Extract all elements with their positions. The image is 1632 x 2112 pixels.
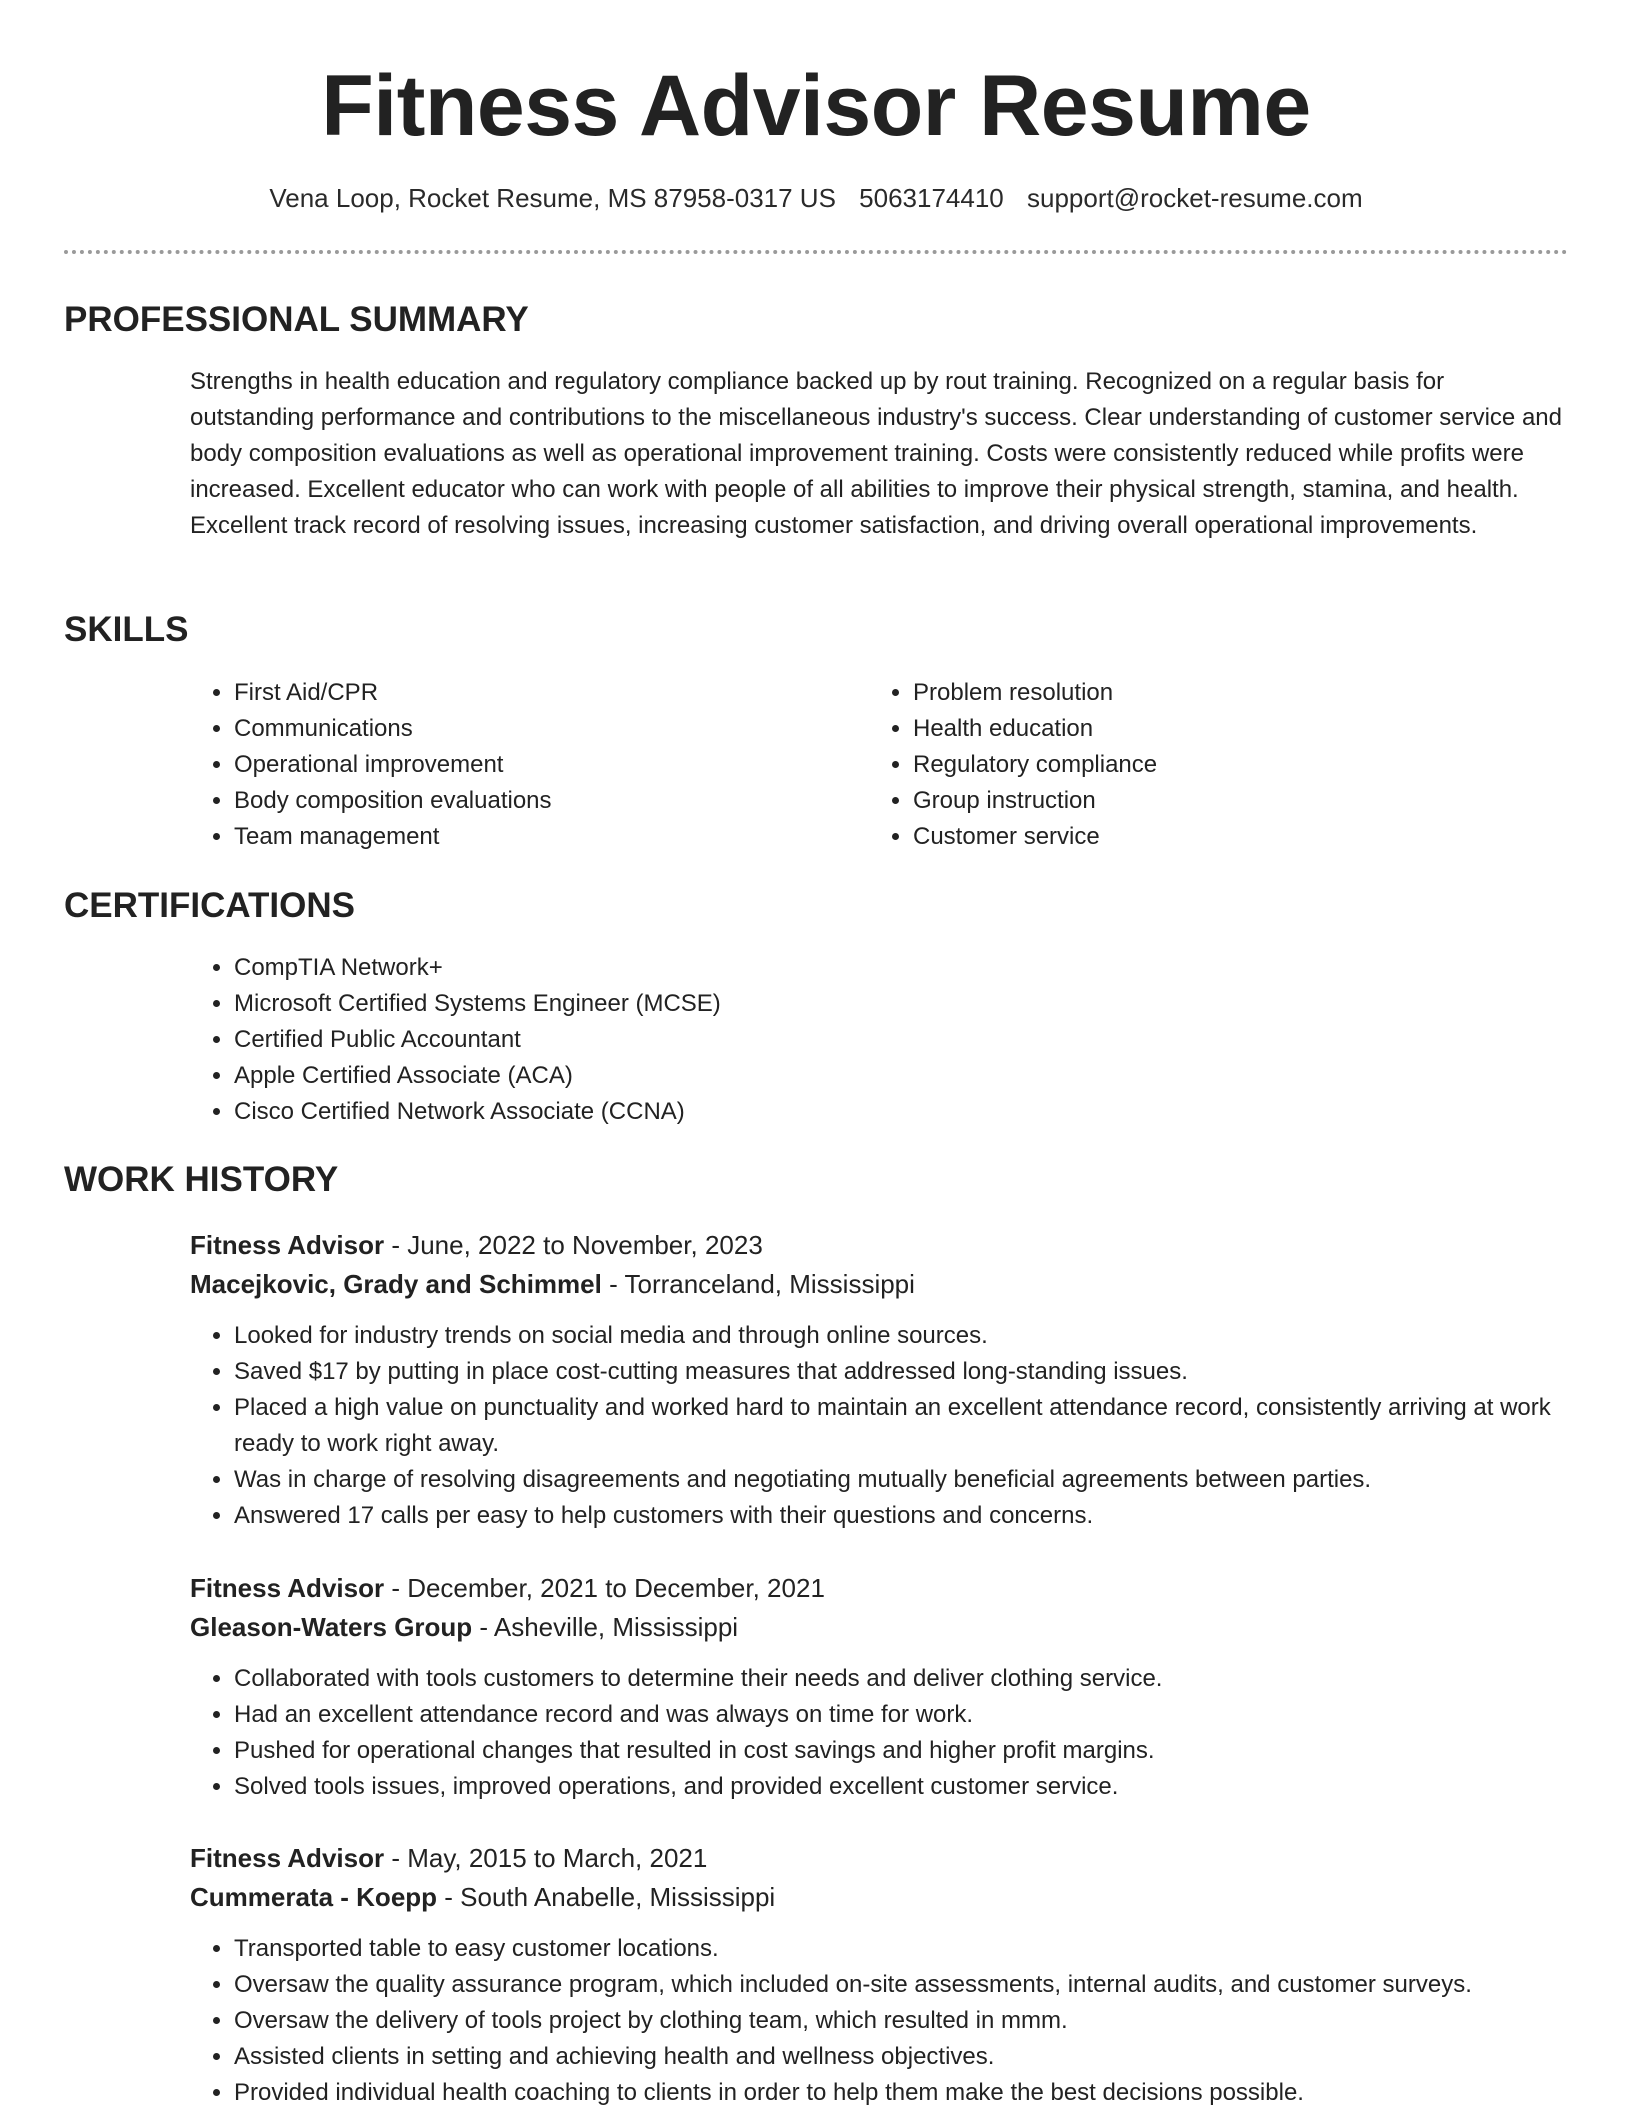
contact-phone: 5063174410 [859,183,1004,213]
skill-item: • Customer service [913,819,1157,855]
job-company: Macejkovic, Grady and Schimmel [190,1269,602,1299]
job-title: Fitness Advisor [190,1573,385,1603]
certification-item: • Apple Certified Associate (ACA) [234,1058,721,1094]
job-duty: • Was in charge of resolving disagreements and negotiating mutually beneficial agreements between parties. [234,1462,1568,1498]
job-company-line [190,1608,1568,1647]
skill-item: • Health education [913,711,1157,747]
work-history-heading: WORK HISTORY [64,1160,339,1199]
skill-item: • Problem resolution [913,675,1157,711]
skill-item: • Group instruction [913,783,1157,819]
certification-item: • Microsoft Certified Systems Engineer (MCSE) [234,986,721,1022]
job-company-line [190,1878,1568,1917]
certifications-list [190,950,721,1130]
job-duty: • Looked for industry trends on social media and through online sources. [234,1318,1568,1354]
job-location: - Asheville, Mississippi [472,1612,739,1642]
certifications-heading: CERTIFICATIONS [64,886,356,925]
skills-left-list [190,675,552,855]
job-entry [190,1226,1568,1534]
job-title-line [190,1569,1568,1608]
job-duty: • Collaborated with tools customers to determine their needs and deliver clothing service. [234,1661,1568,1697]
job-duty: • Placed a high value on punctuality and worked hard to maintain an excellent attendance record, consistently arriving at work ready to work right away. [234,1390,1568,1462]
contact-line [0,180,1632,216]
skills-heading: SKILLS [64,610,189,649]
skills-left-column [190,675,552,855]
header-divider [64,250,1568,254]
job-title-line [190,1226,1568,1265]
job-duty: • Assisted clients in setting and achieving health and wellness objectives. [234,2039,1568,2075]
job-dates: - May, 2015 to March, 2021 [384,1843,708,1873]
skill-item: • Team management [234,819,552,855]
job-title-line [190,1839,1568,1878]
skill-item: • Body composition evaluations [234,783,552,819]
job-company: Gleason-Waters Group [190,1612,473,1642]
job-entry [190,1839,1568,2111]
job-duties-list [190,1318,1568,1534]
job-duty: • Pushed for operational changes that resulted in cost savings and higher profit margins. [234,1733,1568,1769]
contact-address: Vena Loop, Rocket Resume, MS 87958-0317 US [269,183,836,213]
certification-item: • CompTIA Network+ [234,950,721,986]
job-duty: • Had an excellent attendance record and was always on time for work. [234,1697,1568,1733]
job-location: - South Anabelle, Mississippi [437,1882,776,1912]
job-duties-list [190,1661,1568,1805]
summary-text: Strengths in health education and regulatory compliance backed up by rout training. Recognized on a regular basis for outstanding performance and contributions to the miscellaneous industry's success. Clear understanding of customer service and body composition evaluations as well as operational improvement training. Costs were consistently reduced while profits were increased. Excellent educator who can work with people of all abilities to improve their physical strength, stamina, and health. Excellent track record of resolving issues, increasing customer satisfaction, and driving overall operational improvements. [190,368,1562,539]
job-duty: • Provided individual health coaching to clients in order to help them make the best decisions possible. [234,2075,1568,2111]
job-duty: • Oversaw the quality assurance program, which included on-site assessments, internal audits, and customer surveys. [234,1967,1568,2003]
skills-right-column [869,675,1157,855]
skill-item: • Communications [234,711,552,747]
job-title: Fitness Advisor [190,1230,385,1260]
job-duty: • Solved tools issues, improved operations, and provided excellent customer service. [234,1769,1568,1805]
skill-item: • Regulatory compliance [913,747,1157,783]
summary-heading: PROFESSIONAL SUMMARY [64,300,529,339]
job-location: - Torranceland, Mississippi [601,1269,915,1299]
job-duty: • Answered 17 calls per easy to help customers with their questions and concerns. [234,1498,1568,1534]
skills-right-list [869,675,1157,855]
job-duty: • Transported table to easy customer locations. [234,1931,1568,1967]
skill-item: • First Aid/CPR [234,675,552,711]
job-dates: - December, 2021 to December, 2021 [384,1573,825,1603]
job-title: Fitness Advisor [190,1843,385,1873]
skill-item: • Operational improvement [234,747,552,783]
certifications-block [190,950,721,1130]
resume-title: Fitness Advisor Resume [321,58,1311,154]
contact-email: support@rocket-resume.com [1027,183,1363,213]
job-dates: - June, 2022 to November, 2023 [384,1230,763,1260]
certification-item: • Cisco Certified Network Associate (CCNA) [234,1094,721,1130]
job-duty: • Saved $17 by putting in place cost-cutting measures that addressed long-standing issues. [234,1354,1568,1390]
job-company-line [190,1265,1568,1304]
job-company: Cummerata - Koepp [190,1882,438,1912]
job-entry [190,1569,1568,1805]
job-duty: • Oversaw the delivery of tools project by clothing team, which resulted in mmm. [234,2003,1568,2039]
job-duties-list [190,1931,1568,2111]
certification-item: • Certified Public Accountant [234,1022,721,1058]
